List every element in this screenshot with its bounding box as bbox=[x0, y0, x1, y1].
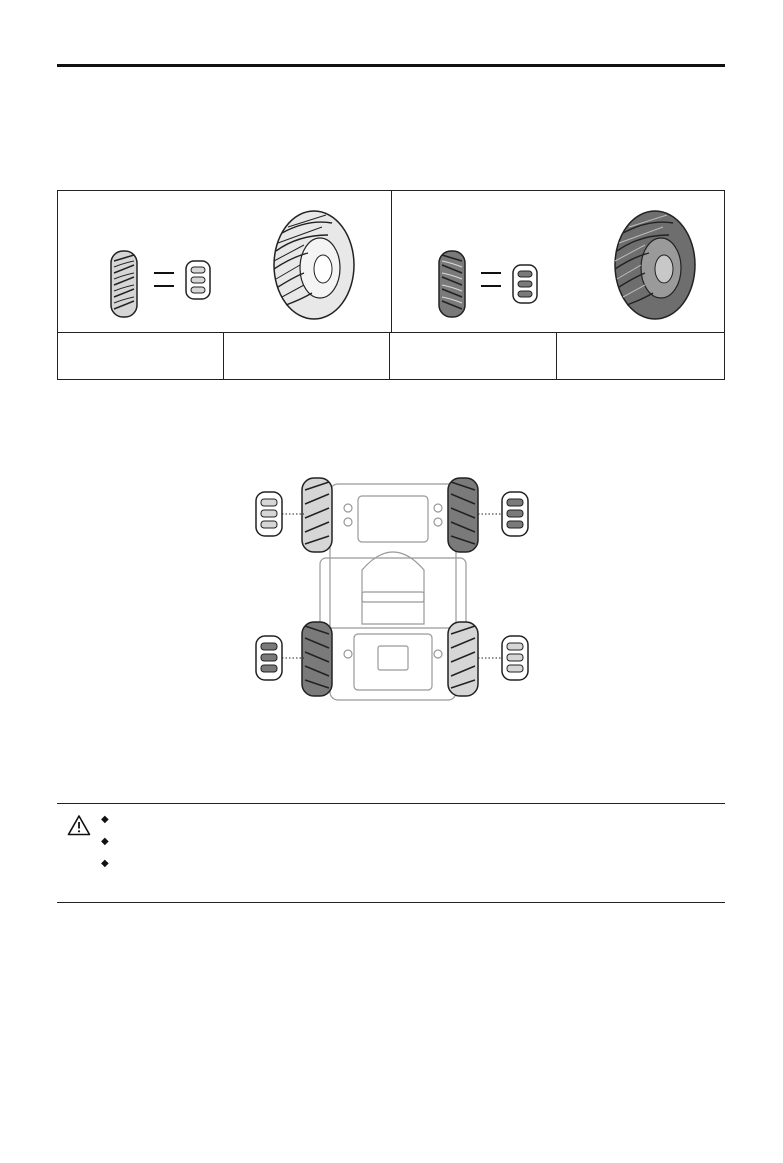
dark-mecanum-wheel-icon bbox=[615, 211, 695, 319]
bullet-marker: ◆ bbox=[101, 858, 109, 869]
robot-top-view-diagram bbox=[254, 474, 532, 710]
right-wheel-type-cell bbox=[557, 333, 723, 379]
light-wheel-illustration bbox=[58, 191, 391, 332]
front-left-wheel-light bbox=[302, 478, 332, 552]
light-wheel-side-icon bbox=[111, 251, 137, 317]
wheel-identification-table bbox=[57, 190, 725, 380]
right-wheel-id-cell bbox=[391, 333, 557, 379]
left-wheel-figure bbox=[58, 191, 392, 332]
header-rule bbox=[57, 64, 725, 67]
dark-wheel-side-icon bbox=[439, 251, 465, 317]
left-wheel-type-cell bbox=[224, 333, 390, 379]
light-mecanum-wheel-icon bbox=[274, 211, 354, 319]
dark-wheel-illustration bbox=[391, 191, 724, 332]
bullet-marker: ◆ bbox=[101, 836, 109, 847]
equals-icon bbox=[481, 273, 501, 286]
right-wheel-figure bbox=[391, 191, 724, 332]
front-left-badge-icon bbox=[256, 492, 304, 536]
left-wheel-id-cell bbox=[58, 333, 224, 379]
light-wheel-badge-icon bbox=[186, 261, 210, 299]
rear-left-badge-icon bbox=[256, 636, 304, 680]
equals-icon bbox=[154, 273, 174, 286]
front-right-wheel-dark bbox=[448, 478, 478, 552]
rear-left-wheel-dark bbox=[302, 622, 332, 696]
rear-right-wheel-light bbox=[448, 622, 478, 696]
bullet-marker: ◆ bbox=[101, 814, 109, 825]
warning-box bbox=[57, 803, 725, 903]
front-right-badge-icon bbox=[478, 492, 528, 536]
rear-right-badge-icon bbox=[478, 636, 528, 680]
dark-wheel-badge-icon bbox=[513, 265, 537, 303]
warning-triangle-icon bbox=[67, 814, 91, 836]
